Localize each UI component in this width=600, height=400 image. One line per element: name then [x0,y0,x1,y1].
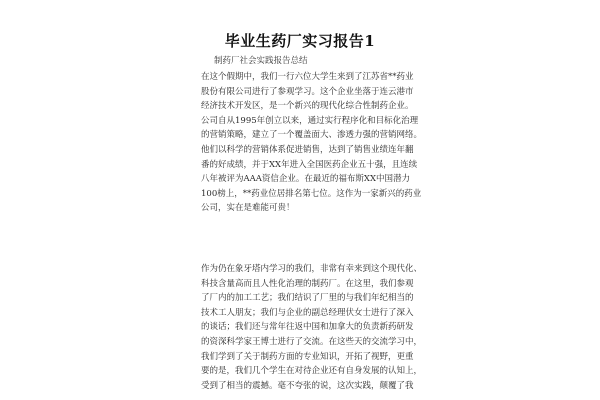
paragraph-line: 在这个假期中，我们一行六位大学生来到了江苏省**药业 [201,72,414,82]
paragraph-line: 的资深科学家王博士进行了交流。在这些天的交流学习中， [201,336,423,347]
paragraph-1 [201,70,423,216]
paragraph-line: 股份有限公司进行了参观学习。这个企业坐落于连云港市 [201,86,414,97]
paragraph-line: 公司自从1995年创立以来，通过实行程序化和目标化治理 [201,115,419,126]
paragraph-line: 技术工人朋友；我们与企业的副总经理伏女士进行了深入 [201,307,414,318]
paragraph-line: 100榜上，**药业位居排名第七位。这作为一家新兴的药业 [201,188,422,199]
paragraph-line: 受到了相当的震撼。毫不夸张的说，这次实践，颠覆了我 [201,380,414,391]
paragraph-line: 经济技术开发区，是一个新兴的现代化综合性制药企业。 [201,101,414,112]
paragraph-line: 我们学到了关于制药方面的专业知识，开拓了视野，更重 [201,351,414,362]
paragraph-line: 八年被评为AAA资信企业。在最近的福布斯XX中国潜力 [201,174,411,185]
paragraph-line: 的谈话；我们还与常年往返中国和加拿大的负责新药研发 [201,322,414,333]
paragraph-line: 他们以科学的营销体系促进销售，达到了销售业绩连年翻 [201,144,414,155]
paragraph-line: 要的是，我们几个学生在对待企业还有自身发展的认知上， [201,366,423,377]
paragraph-2 [201,262,423,393]
document-title: 毕业生药厂实习报告1 [224,32,376,50]
paragraph-line: 的营销策略，建立了一个覆盖面大、渗透力强的营销网络。 [201,130,423,141]
paragraph-line: 番的好成绩，并于XX年进入全国医药企业五十强，且连续 [201,159,418,170]
paragraph-line: 科技含量高而且人性化治理的制药厂。在这里，我们参观 [201,278,414,289]
paragraph-line: 作为仍在象牙塔内学习的我们，非常有幸来到这个现代化、 [201,264,423,274]
document-subtitle: 制药厂社会实践报告总结 [214,56,308,66]
paragraph-line: 了厂内的加工工艺；我们结识了厂里的与我们年纪相当的 [201,293,414,304]
paragraph-line: 公司，实在是难能可贵！ [201,203,295,214]
